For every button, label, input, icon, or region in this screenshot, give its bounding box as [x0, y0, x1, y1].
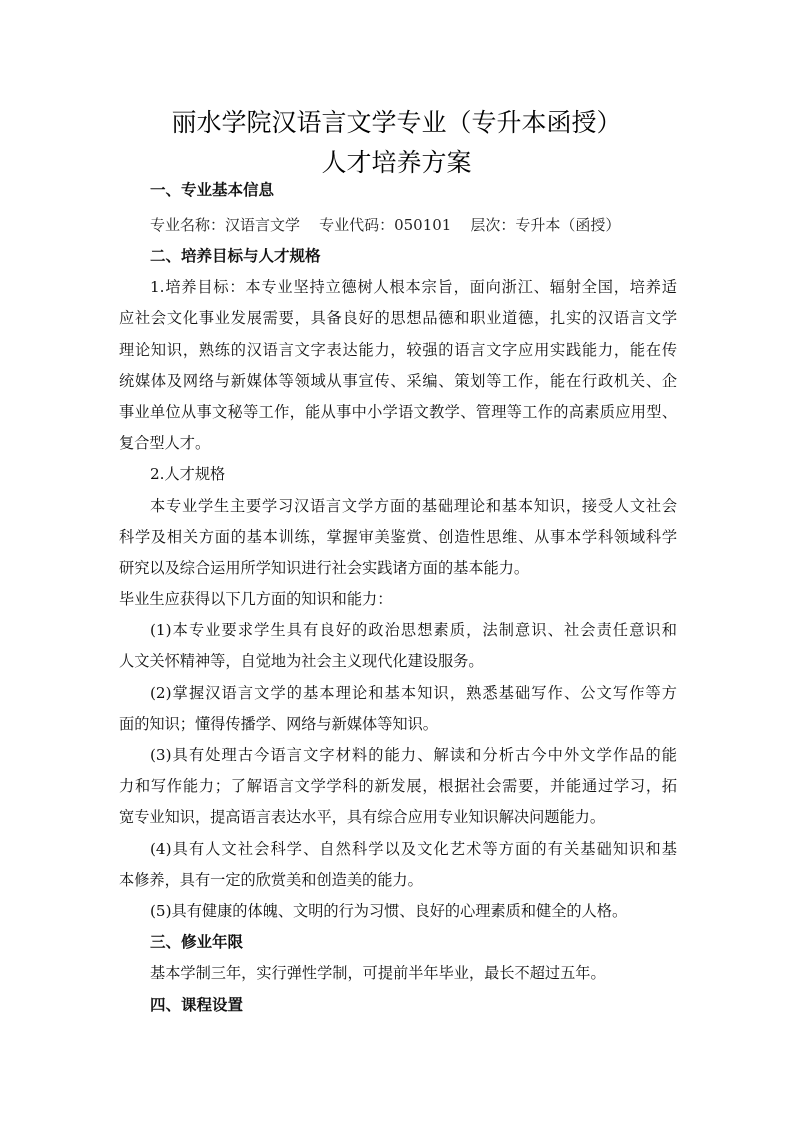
text-line: (2)掌握汉语言文学的基本理论和基本知识，熟悉基础写作、公文写作等方 — [150, 683, 677, 702]
text-line: 科学及相关方面的基本训练，掌握审美鉴赏、创造性思维、从事本学科领域科学 — [119, 527, 677, 546]
text-line: (4)具有人文社会科学、自然科学以及文化艺术等方面的有关基础知识和基 — [150, 839, 677, 858]
text-line: 统媒体及网络与新媒体等领域从事宣传、采编、策划等工作，能在行政机关、企 — [119, 371, 677, 390]
text-line: 复合型人才。 — [119, 434, 211, 453]
section-heading: 二、培养目标与人才规格 — [150, 247, 321, 265]
text-line: (5)具有健康的体魄、文明的行为习惯、良好的心理素质和健全的人格。 — [150, 901, 628, 920]
section-heading: 三、修业年限 — [150, 933, 244, 952]
text-line: 应社会文化事业发展需要，具备良好的思想品德和职业道德，扎实的汉语言文学 — [119, 309, 677, 328]
text-line: 毕业生应获得以下几方面的知识和能力： — [119, 590, 393, 609]
document-body — [119, 241, 677, 1021]
text-line: 本修养，具有一定的欣赏美和创造美的能力。 — [119, 870, 423, 889]
section-heading: 四、课程设置 — [150, 995, 244, 1014]
text-line: 人文关怀精神等，自觉地为社会主义现代化建设服务。 — [119, 652, 484, 671]
document-title: 丽水学院汉语言文学专业（专升本函授） — [171, 108, 622, 137]
text-line: 本专业学生主要学习汉语言文学方面的基础理论和基本知识，接受人文社会 — [150, 496, 677, 515]
text-line: 面的知识；懂得传播学、网络与新媒体等知识。 — [119, 714, 438, 733]
major-basic-info: 专业名称：汉语言文学 专业代码：050101 层次：专升本（函授） — [150, 216, 621, 234]
text-line: 1.培养目标：本专业坚持立德树人根本宗旨，面向浙江、辐射全国，培养适 — [150, 278, 677, 297]
text-line: 研究以及综合运用所学知识进行社会实践诸方面的基本能力。 — [119, 558, 530, 577]
text-line: 理论知识，熟练的汉语言文字表达能力，较强的语言文字应用实践能力，能在传 — [119, 340, 677, 359]
text-line: 事业单位从事文秘等工作，能从事中小学语文教学、管理等工作的高素质应用型、 — [119, 402, 677, 421]
text-line: 力和写作能力；了解语言文学学科的新发展，根据社会需要，并能通过学习，拓 — [119, 777, 677, 796]
text-line: 2.人才规格 — [150, 465, 226, 484]
text-line: (3)具有处理古今语言文字材料的能力、解读和分析古今中外文学作品的能 — [150, 746, 677, 764]
text-line: 宽专业知识，提高语言表达水平，具有综合应用专业知识解决问题能力。 — [119, 808, 605, 827]
document-subtitle: 人才培养方案 — [321, 148, 472, 177]
section-heading-basic-info: 一、专业基本信息 — [150, 181, 275, 199]
text-line: (1)本专业要求学生具有良好的政治思想素质，法制意识、社会责任意识和 — [150, 621, 677, 640]
text-line: 基本学制三年，实行弹性学制，可提前半年毕业，最长不超过五年。 — [150, 964, 606, 983]
